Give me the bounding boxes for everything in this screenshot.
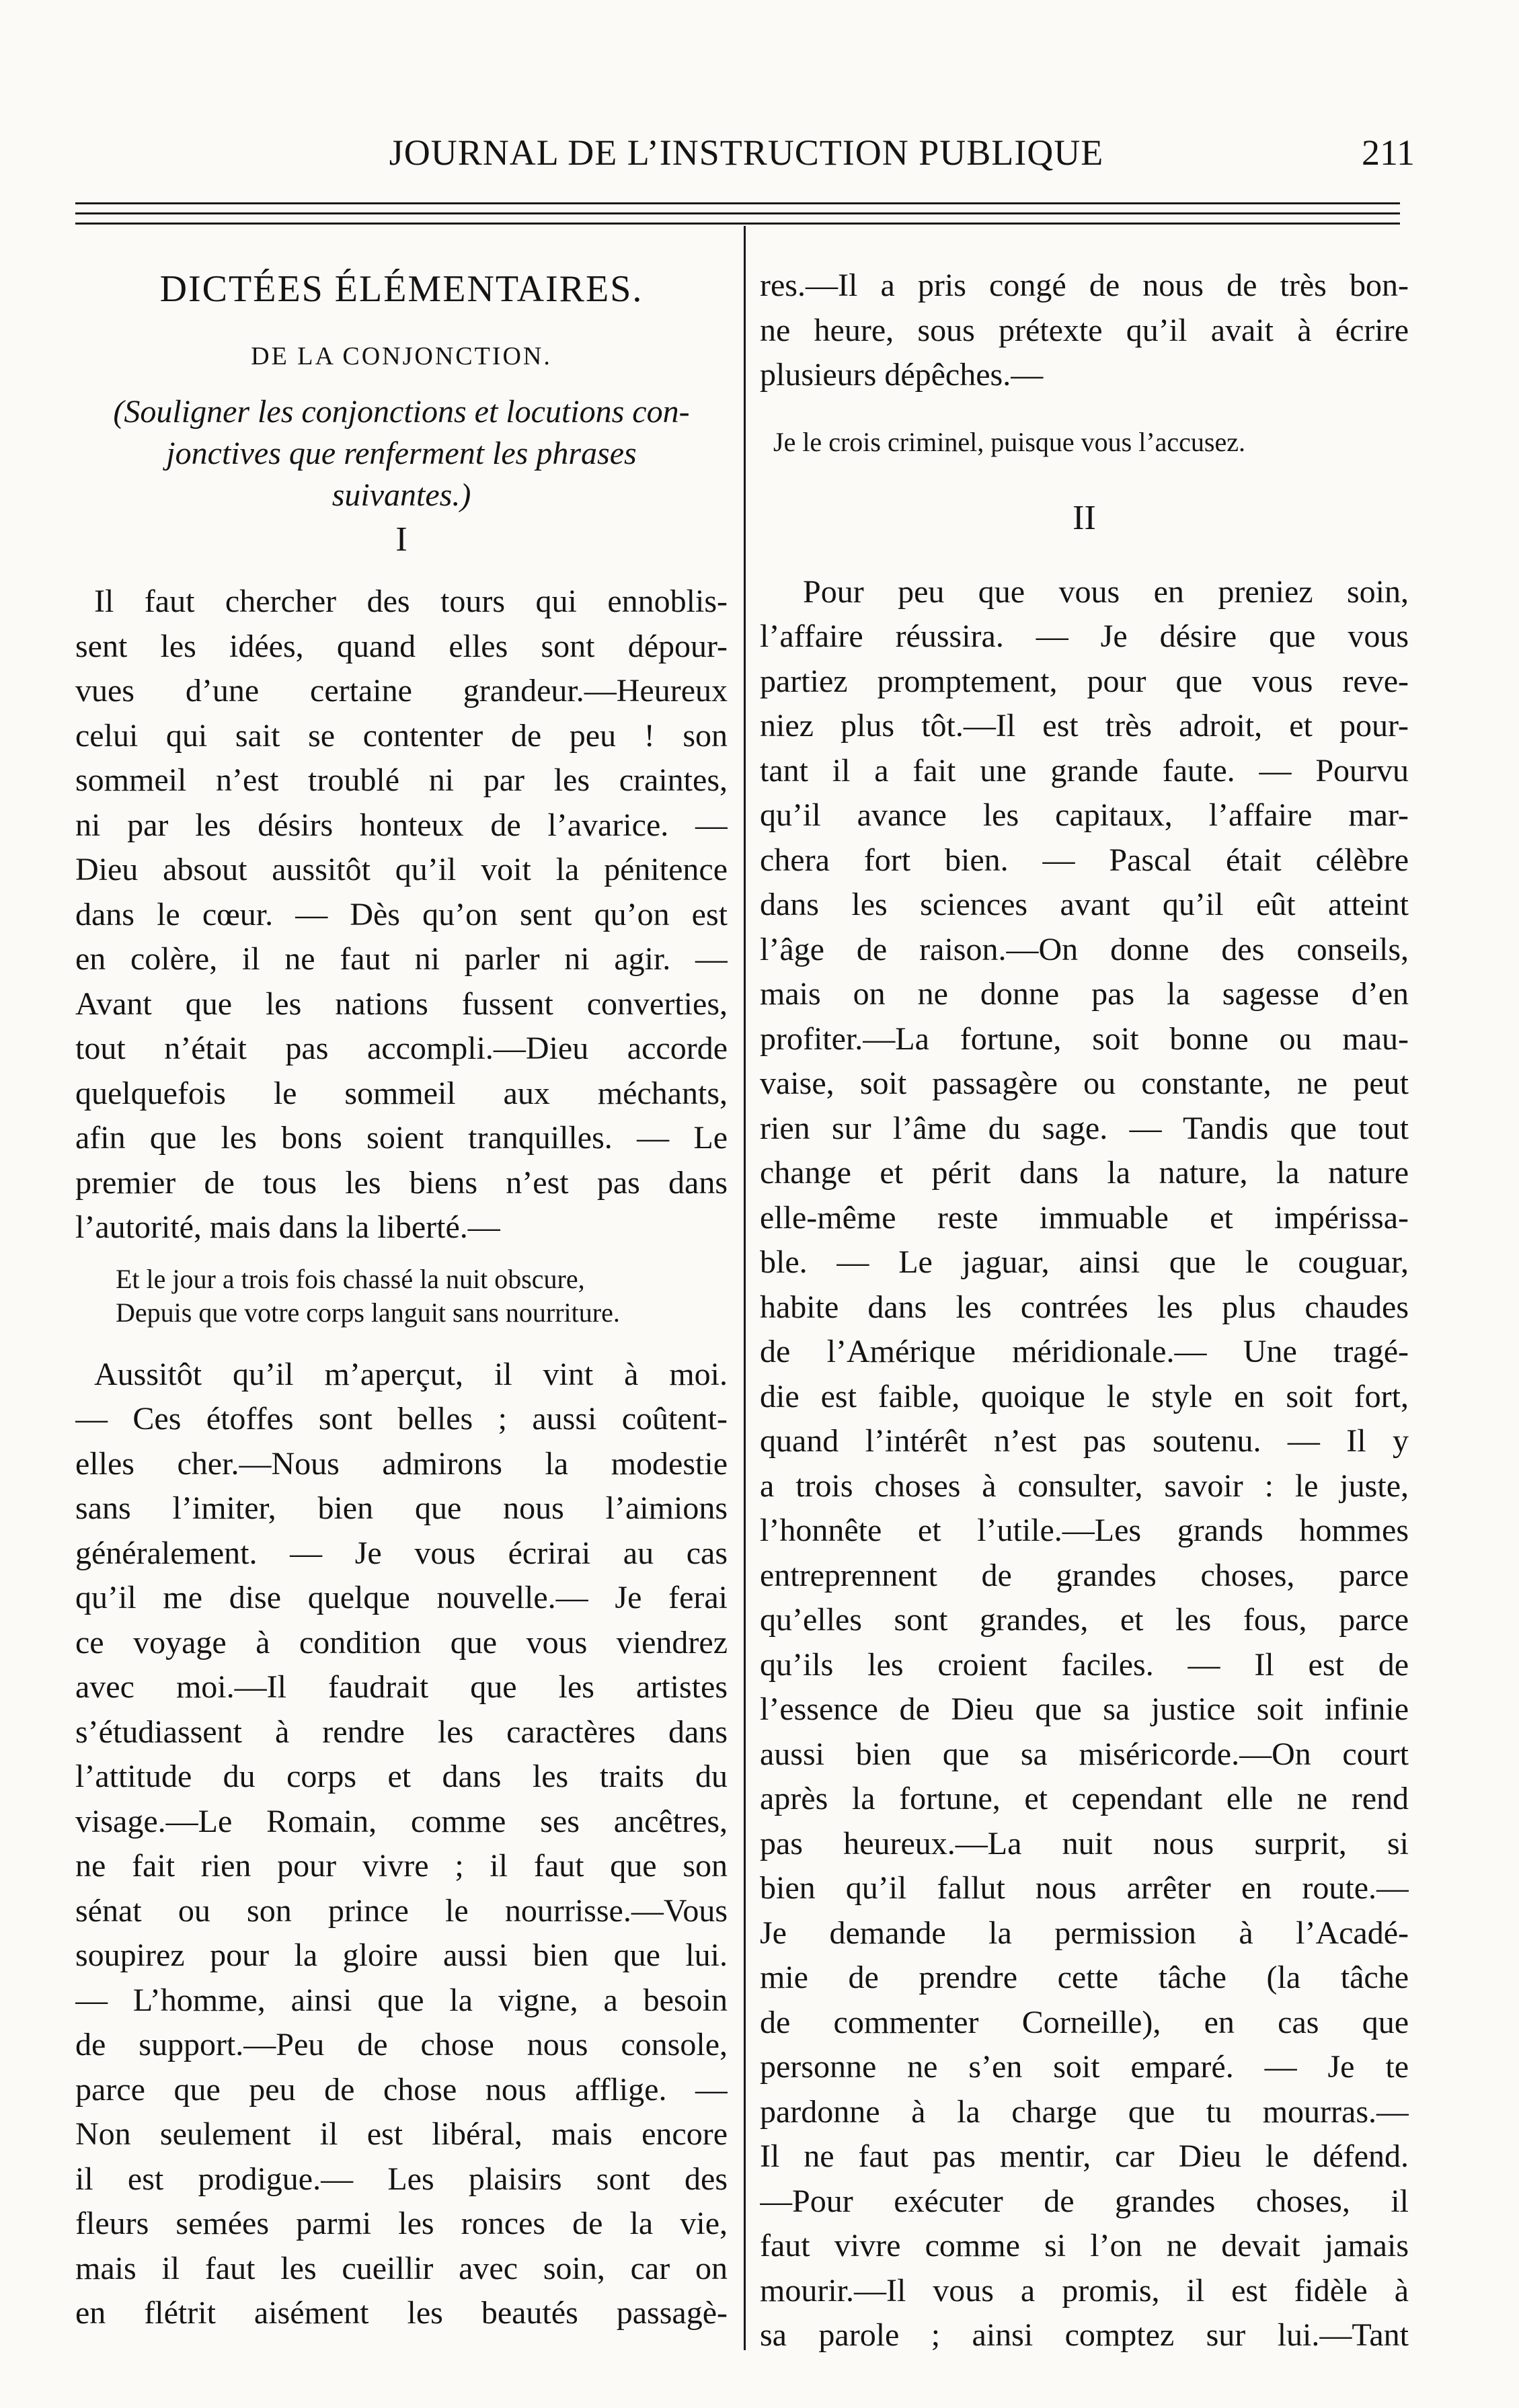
text-line: visage.—Le Romain, comme ses ancêtres, bbox=[75, 1803, 728, 1839]
text-line: Avant que les nations fussent converties, bbox=[75, 986, 728, 1022]
dictation-heading: DICTÉES ÉLÉMENTAIRES. bbox=[159, 268, 644, 310]
verse-line: Depuis que votre corps languit sans nourriture. bbox=[116, 1297, 620, 1328]
text-line: elles cher.—Nous admirons la modestie bbox=[75, 1445, 728, 1482]
text-line: mie de prendre cette tâche (la tâche bbox=[760, 1960, 1409, 1995]
text-line: entreprennent de grandes choses, parce bbox=[760, 1557, 1409, 1593]
text-line: partiez promptement, pour que vous reve- bbox=[760, 663, 1409, 699]
text-line: rien sur l’âme du sage. — Tandis que tout bbox=[760, 1110, 1409, 1146]
text-line: Il faut chercher des tours qui ennoblis- bbox=[94, 584, 728, 619]
text-line: de l’Amérique méridionale.— Une tragé- bbox=[760, 1334, 1409, 1369]
text-line: tout n’était pas accompli.—Dieu accorde bbox=[75, 1031, 728, 1066]
text-line: en flétrit aisément les beautés passagè- bbox=[75, 2295, 728, 2331]
text-line: qu’il avance les capitaux, l’affaire mar- bbox=[760, 797, 1409, 833]
text-line: pardonne à la charge que tu mourras.— bbox=[760, 2093, 1409, 2130]
text-line: sommeil n’est troublé ni par les craintes, bbox=[75, 762, 728, 798]
text-line: mais il faut les cueillir avec soin, car on bbox=[75, 2250, 728, 2286]
text-line: en colère, il ne faut ni parler ni agir. — bbox=[75, 941, 728, 977]
instruction-line: (Souligner les conjonctions et locutions con- bbox=[113, 394, 690, 430]
text-line: ce voyage à condition que vous viendrez bbox=[75, 1624, 728, 1660]
text-line: s’étudiassent à rendre les caractères dans bbox=[75, 1714, 728, 1750]
text-line: —Pour exécuter de grandes choses, il bbox=[760, 2183, 1409, 2219]
text-line: mais on ne donne pas la sagesse d’en bbox=[760, 976, 1409, 1012]
text-line: vaise, soit passagère ou constante, ne peut bbox=[760, 1066, 1409, 1101]
text-line: de support.—Peu de chose nous console, bbox=[75, 2027, 728, 2062]
journal-title: JOURNAL DE L’INSTRUCTION PUBLIQUE bbox=[389, 132, 1104, 173]
text-line: personne ne s’en soit emparé. — Je te bbox=[760, 2049, 1409, 2085]
section-number-2: II bbox=[1073, 498, 1096, 537]
text-line: ne heure, sous prétexte qu’il avait à écrire bbox=[760, 312, 1409, 348]
text-line: avec moi.—Il faudrait que les artistes bbox=[75, 1669, 728, 1705]
text-line: après la fortune, et cependant elle ne rend bbox=[760, 1781, 1409, 1816]
running-header bbox=[0, 132, 1519, 186]
text-line: qu’il me dise quelque nouvelle.— Je ferai bbox=[75, 1580, 728, 1615]
text-line: sent les idées, quand elles sont dépour- bbox=[75, 628, 728, 664]
text-line: sa parole ; ainsi comptez sur lui.—Tant bbox=[760, 2317, 1409, 2353]
text-line: — Ces étoffes sont belles ; aussi coûtent- bbox=[75, 1401, 728, 1437]
quotation-line: Je le crois criminel, puisque vous l’accusez. bbox=[773, 426, 1245, 457]
text-line: tant il a fait une grande faute. — Pourvu bbox=[760, 752, 1409, 789]
text-line: faut vivre comme si l’on ne devait jamais bbox=[760, 2228, 1409, 2263]
text-line: die est faible, quoique le style en soit fort, bbox=[760, 1378, 1409, 1414]
text-line: change et périt dans la nature, la nature bbox=[760, 1155, 1409, 1191]
text-line: sénat ou son prince le nourrisse.—Vous bbox=[75, 1892, 728, 1929]
header-rule-middle bbox=[75, 212, 1400, 214]
text-line: l’affaire réussira. — Je désire que vous bbox=[760, 618, 1409, 654]
text-line: dans les sciences avant qu’il eût atteint bbox=[760, 887, 1409, 922]
text-line: res.—Il a pris congé de nous de très bon- bbox=[760, 268, 1409, 303]
text-line: celui qui sait se contenter de peu ! son bbox=[75, 717, 728, 754]
text-line: l’attitude du corps et dans les traits du bbox=[75, 1759, 728, 1794]
text-line: quelquefois le sommeil aux méchants, bbox=[75, 1075, 728, 1111]
text-line: l’honnête et l’utile.—Les grands hommes bbox=[760, 1513, 1409, 1548]
column-divider bbox=[744, 226, 746, 2350]
page-number: 211 bbox=[1362, 132, 1415, 173]
verse-line: Et le jour a trois fois chassé la nuit obscure, bbox=[116, 1263, 585, 1294]
instruction-line: suivantes.) bbox=[332, 477, 471, 513]
text-line: qu’ils les croient faciles. — Il est de bbox=[760, 1646, 1409, 1683]
text-line: ne fait rien pour vivre ; il faut que son bbox=[75, 1848, 728, 1884]
text-line: chera fort bien. — Pascal était célèbre bbox=[760, 842, 1409, 878]
text-line: Non seulement il est libéral, mais encore bbox=[75, 2116, 728, 2152]
instruction-line: jonctives que renferment les phrases bbox=[166, 436, 637, 471]
text-line: qu’elles sont grandes, et les fous, parce bbox=[760, 1602, 1409, 1638]
header-rule-bottom bbox=[75, 223, 1400, 225]
text-line: fleurs semées parmi les ronces de la vie, bbox=[75, 2206, 728, 2241]
text-line: parce que peu de chose nous afflige. — bbox=[75, 2071, 728, 2108]
text-line: plusieurs dépêches.— bbox=[760, 357, 1044, 393]
text-line: l’autorité, mais dans la liberté.— bbox=[75, 1209, 500, 1245]
text-line: Je demande la permission à l’Acadé- bbox=[760, 1915, 1409, 1951]
text-line: aussi bien que sa miséricorde.—On court bbox=[760, 1736, 1409, 1772]
text-line: dans le cœur. — Dès qu’on sent qu’on est bbox=[75, 896, 728, 932]
header-rule-top bbox=[75, 202, 1400, 204]
text-line: habite dans les contrées les plus chaudes bbox=[760, 1289, 1409, 1325]
text-line: ni par les désirs honteux de l’avarice. — bbox=[75, 807, 728, 843]
text-line: Dieu absout aussitôt qu’il voit la pénitence bbox=[75, 852, 728, 887]
right-column bbox=[760, 264, 1409, 2358]
left-column bbox=[75, 262, 728, 2336]
text-line: niez plus tôt.—Il est très adroit, et pour- bbox=[760, 708, 1409, 744]
dictation-subheading: DE LA CONJONCTION. bbox=[251, 342, 552, 370]
text-line: quand l’intérêt n’est pas soutenu. — Il y bbox=[760, 1423, 1409, 1459]
text-line: afin que les bons soient tranquilles. — Le bbox=[75, 1120, 728, 1156]
text-line: a trois choses à consulter, savoir : le juste, bbox=[760, 1468, 1409, 1504]
text-line: soupirez pour la gloire aussi bien que lui. bbox=[75, 1937, 728, 1973]
text-line: Aussitôt qu’il m’aperçut, il vint à moi. bbox=[94, 1356, 728, 1392]
text-line: Il ne faut pas mentir, car Dieu le défend. bbox=[760, 2138, 1409, 2174]
text-line: bien qu’il fallut nous arrêter en route.— bbox=[760, 1870, 1409, 1906]
text-line: premier de tous les biens n’est pas dans bbox=[75, 1164, 728, 1201]
section-number-1: I bbox=[395, 520, 407, 559]
text-line: l’essence de Dieu que sa justice soit infinie bbox=[760, 1691, 1409, 1727]
text-line: vues d’une certaine grandeur.—Heureux bbox=[75, 673, 728, 709]
text-line: il est prodigue.— Les plaisirs sont des bbox=[75, 2161, 728, 2197]
text-line: profiter.—La fortune, soit bonne ou mau- bbox=[760, 1020, 1409, 1057]
text-line: sans l’imiter, bien que nous l’aimions bbox=[75, 1490, 728, 1526]
text-line: elle-même reste immuable et impérissa- bbox=[760, 1199, 1409, 1236]
text-line: l’âge de raison.—On donne des conseils, bbox=[760, 931, 1409, 967]
text-line: — L’homme, ainsi que la vigne, a besoin bbox=[75, 1982, 728, 2018]
text-line: pas heureux.—La nuit nous surprit, si bbox=[760, 1825, 1409, 1861]
text-line: généralement. — Je vous écrirai au cas bbox=[75, 1535, 728, 1571]
text-line: mourir.—Il vous a promis, il est fidèle à bbox=[760, 2272, 1409, 2309]
text-line: de commenter Corneille), en cas que bbox=[760, 2004, 1409, 2040]
text-line: Pour peu que vous en preniez soin, bbox=[803, 573, 1409, 610]
text-line: ble. — Le jaguar, ainsi que le couguar, bbox=[760, 1244, 1409, 1280]
